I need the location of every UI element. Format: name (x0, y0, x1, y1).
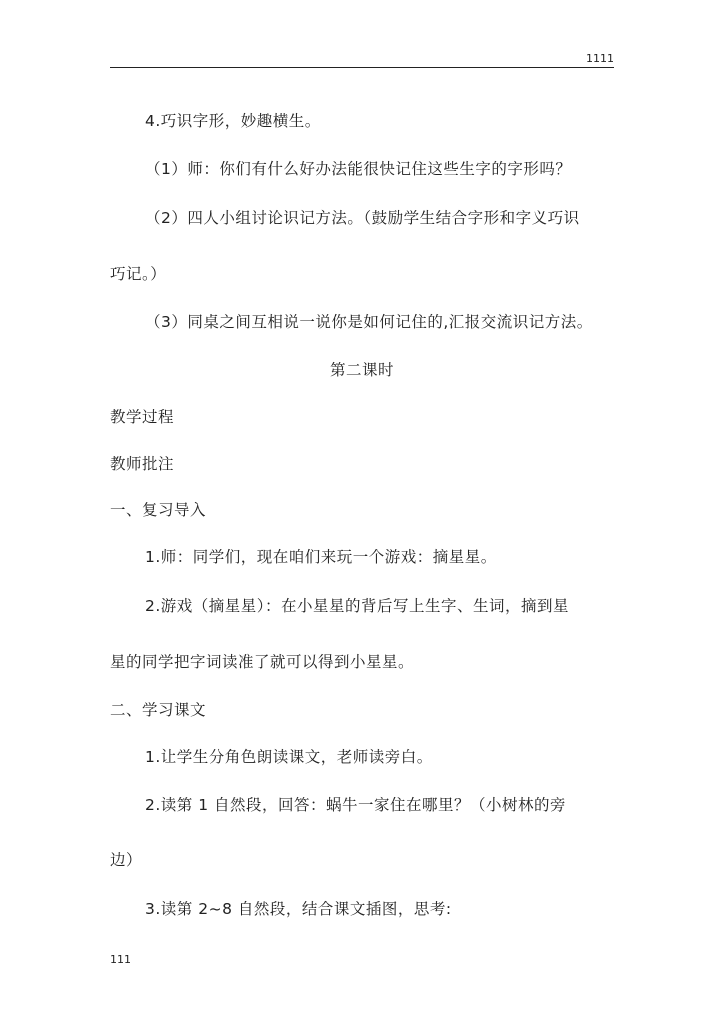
text-line: 星的同学把字词读准了就可以得到小星星。 (110, 653, 415, 671)
header-page-number: 1111 (586, 52, 614, 65)
text-line: 教师批注 (110, 455, 175, 473)
text-line: 二、学习课文 (110, 701, 207, 719)
footer-page-number: 111 (110, 953, 131, 966)
text-line: 1.让学生分角色朗读课文，老师读旁白。 (145, 748, 433, 766)
text-line: 巧记。） (110, 265, 167, 283)
text-line: 3.读第 2~8 自然段，结合课文插图，思考: (145, 900, 452, 918)
text-line: 2.游戏（摘星星）：在小星星的背后写上生字、生词，摘到星 (145, 597, 570, 615)
text-line: 4.巧识字形，妙趣横生。 (145, 112, 321, 130)
text-line: 1.师：同学们，现在咱们来玩一个游戏：摘星星。 (145, 548, 497, 566)
text-line: （3）同桌之间互相说一说你是如何记住的,汇报交流识记方法。 (145, 313, 593, 331)
text-line: （2）四人小组讨论识记方法。（鼓励学生结合字形和字义巧识 (145, 209, 580, 227)
section-heading: 第二课时 (329, 361, 394, 379)
text-line: 2.读第 1 自然段，回答：蜗牛一家住在哪里？（小树林的旁 (145, 796, 567, 814)
text-line: （1）师：你们有什么好办法能很快记住这些生字的字形吗？ (145, 160, 572, 178)
header-rule (110, 67, 614, 68)
text-line: 一、复习导入 (110, 501, 207, 519)
text-line: 边） (110, 851, 143, 869)
text-line: 教学过程 (110, 408, 175, 426)
